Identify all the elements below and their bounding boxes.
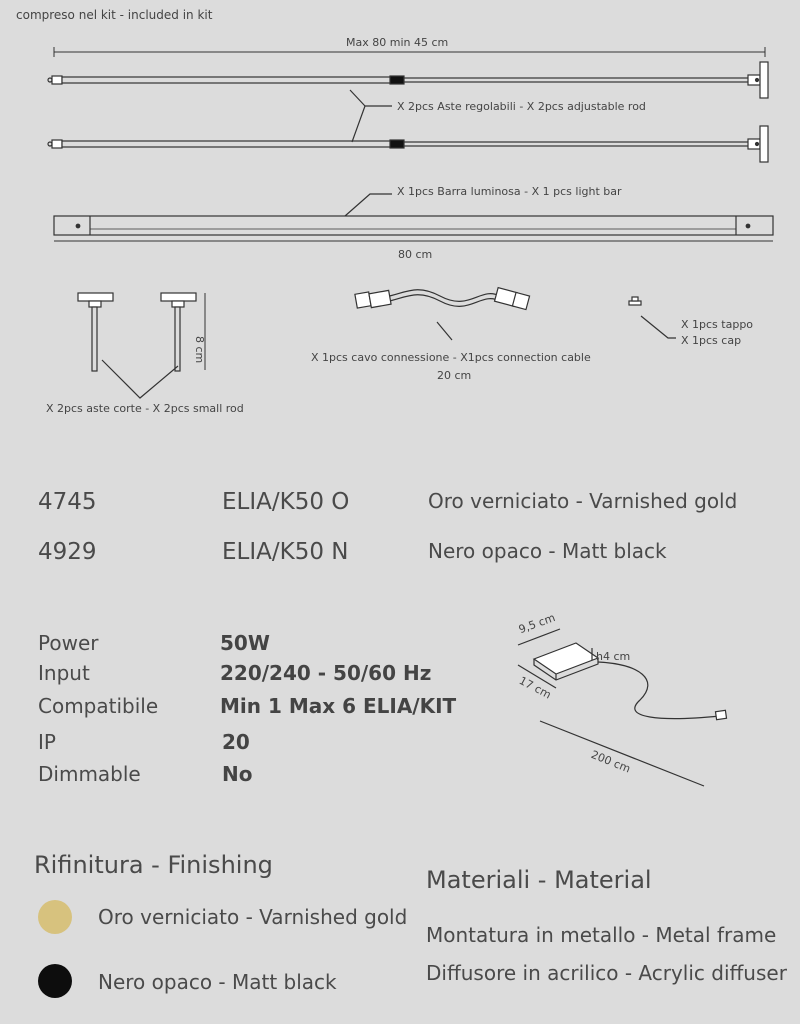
driver-cable-label: 200 cm bbox=[589, 748, 633, 776]
product-code: 4745 bbox=[38, 489, 97, 515]
gold-swatch bbox=[38, 900, 72, 934]
cable-label: X 1pcs cavo connessione - X1pcs connection cable bbox=[311, 351, 591, 364]
cap-label-en: X 1pcs cap bbox=[681, 334, 742, 347]
spec-value-ip: 20 bbox=[222, 730, 250, 754]
light-bar-label: X 1pcs Barra luminosa - X 1 pcs light bar bbox=[397, 185, 622, 198]
cap-label-it: X 1pcs tappo bbox=[681, 318, 754, 331]
bar-length-label: 80 cm bbox=[398, 248, 433, 261]
cable-length-label: 20 cm bbox=[437, 369, 472, 382]
product-model: ELIA/K50 N bbox=[222, 539, 349, 565]
driver-width-label: 9,5 cm bbox=[517, 611, 557, 637]
finish-black-label: Nero opaco - Matt black bbox=[98, 970, 337, 994]
product-code: 4929 bbox=[38, 539, 97, 565]
finishing-title: Rifinitura - Finishing bbox=[34, 851, 273, 879]
material-frame: Montatura in metallo - Metal frame bbox=[426, 923, 777, 947]
adjustable-rod-1 bbox=[48, 62, 768, 98]
product-finish: Nero opaco - Matt black bbox=[428, 539, 667, 563]
product-model: ELIA/K50 O bbox=[222, 489, 350, 515]
black-swatch bbox=[38, 964, 72, 998]
spec-value-power: 50W bbox=[220, 631, 270, 655]
cap-drawing bbox=[629, 297, 641, 305]
adjustable-rod-2 bbox=[48, 126, 768, 162]
spec-value-input: 220/240 - 50/60 Hz bbox=[220, 661, 432, 685]
driver-length-label: 17 cm bbox=[516, 674, 554, 702]
materials-title: Materiali - Material bbox=[426, 866, 652, 894]
material-diffuser: Diffusore in acrilico - Acrylic diffuser bbox=[426, 961, 787, 985]
adjustable-rod-label: X 2pcs Aste regolabili - X 2pcs adjustable rod bbox=[397, 100, 646, 113]
spec-value-dimmable: No bbox=[222, 762, 253, 786]
kit-included-label: compreso nel kit - included in kit bbox=[16, 8, 213, 22]
small-rod-label: X 2pcs aste corte - X 2pcs small rod bbox=[46, 402, 244, 415]
spec-label-input: Input bbox=[38, 661, 90, 685]
small-rod-height-label: 8 cm bbox=[193, 336, 206, 364]
product-finish: Oro verniciato - Varnished gold bbox=[428, 489, 738, 513]
spec-label-compatibile: Compatibile bbox=[38, 694, 159, 718]
small-rods-drawing bbox=[78, 293, 196, 371]
finish-gold-label: Oro verniciato - Varnished gold bbox=[98, 905, 408, 929]
spec-label-ip: IP bbox=[38, 730, 56, 754]
driver-height-label: h4 cm bbox=[596, 650, 631, 663]
spec-label-dimmable: Dimmable bbox=[38, 762, 141, 786]
connection-cable-drawing bbox=[355, 288, 530, 310]
spec-value-compatibile: Min 1 Max 6 ELIA/KIT bbox=[220, 694, 457, 718]
light-bar-drawing bbox=[54, 216, 773, 235]
rod-dimension-label: Max 80 min 45 cm bbox=[346, 36, 449, 49]
spec-label-power: Power bbox=[38, 631, 99, 655]
